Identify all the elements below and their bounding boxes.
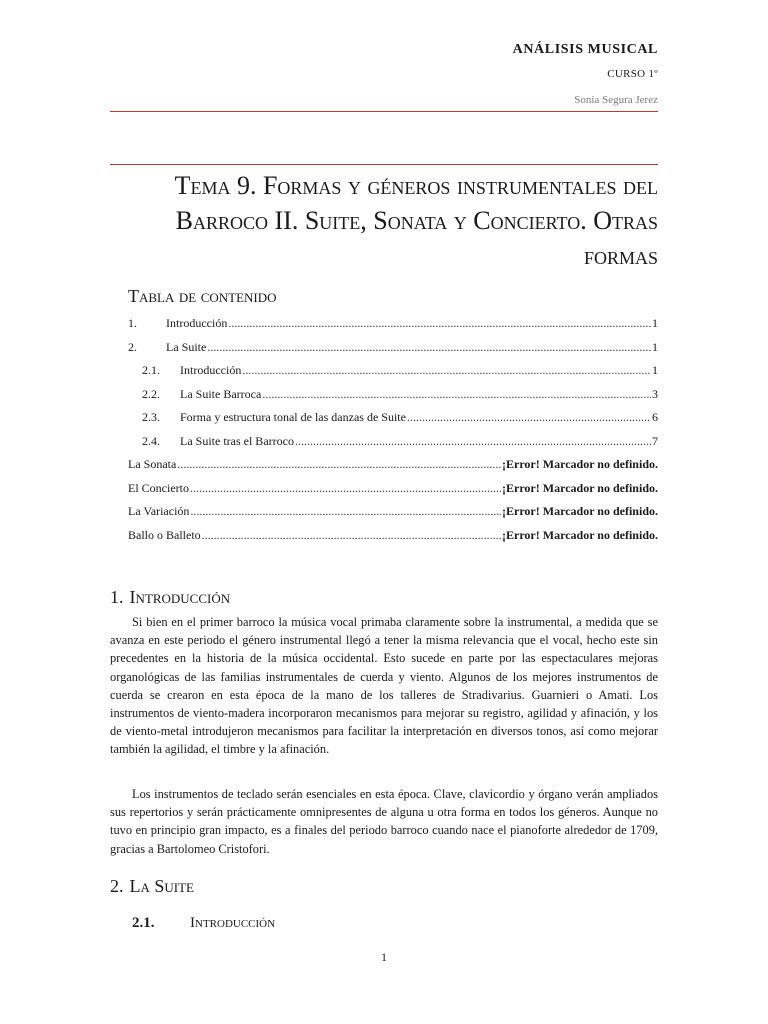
toc-entry[interactable]: [128, 406, 658, 430]
toc-leader-dots: [177, 453, 501, 477]
toc-entry-page: 6: [652, 410, 658, 424]
toc-entry-label: Ballo o Balleto: [128, 527, 201, 542]
toc-entry[interactable]: [128, 430, 658, 454]
toc-leader-dots: [202, 524, 501, 548]
section-title: La Suite: [129, 876, 194, 896]
toc-heading: Tabla de contenido: [128, 286, 277, 306]
toc-entry-label: El Concierto: [128, 480, 189, 495]
toc-entry-label: Introducción: [180, 363, 242, 377]
toc-entry-page: 3: [652, 386, 658, 401]
toc-leader-dots: [407, 406, 651, 430]
header-author: Sonia Segura Jerez: [574, 94, 658, 106]
toc-entry-error: ¡Error! Marcador no definido.: [502, 504, 658, 518]
header-course: CURSO 1º: [607, 68, 658, 80]
toc-entry-label: La Variación: [128, 504, 190, 518]
paragraph: Si bien en el primer barroco la música vocal primaba claramente sobre la instrumental, a medida que se avanza en este periodo el género instrumental llegó a tener la misma relevancia que el vocal, hecho este sin precedentes en la historia de la música occidental. Esto sucede en parte por las espectaculares mejoras organológicas de las familias instrumentales de cuerda y viento. Algunos de los mejores instrumentos de cuerda se crearon en esta época de la mano de los talleres de Stradivarius. Guarnieri o Amati. Los instrumentos de viento-madera incorporaron mecanismos para mejorar su registro, agilidad y afinación, y los de viento-metal introdujeron mecanismos para facilitar la interpretación en diversos tonos, así como mejorar también la agilidad, el timbre y la afinación.: [110, 615, 658, 757]
toc-entry[interactable]: [128, 477, 658, 501]
toc-entry-label: La Suite: [166, 339, 207, 354]
toc-leader-dots: [207, 336, 651, 360]
document-title: Tema 9. Formas y géneros instrumentales del Barroco II. Suite, Sonata y Concierto. Otras formas: [174, 171, 658, 270]
section-number: 1.: [110, 587, 124, 607]
toc-entry-number: 2.2.: [142, 386, 160, 401]
toc-leader-dots: [190, 500, 501, 524]
toc-entry[interactable]: [128, 359, 658, 383]
title-divider: [110, 164, 658, 165]
header-divider: [110, 111, 658, 112]
toc-entry[interactable]: [128, 500, 658, 524]
paragraph: Los instrumentos de teclado serán esenciales en esta época. Clave, clavicordio y órgano verán ampliados sus repertorios y serán prácticamente omnipresentes de alguna u otra forma en todos los géneros. Aunque no tuvo en principio gran impacto, es a finales del periodo barroco cuando nace el pianoforte alrededor de 1709, gracias a Bartolomeo Cristofori.: [110, 787, 658, 856]
toc-entry[interactable]: [128, 453, 658, 477]
toc-entry-error: ¡Error! Marcador no definido.: [502, 457, 658, 471]
section-number: 2.: [110, 876, 124, 896]
toc-entry-label: La Sonata: [128, 457, 177, 471]
toc-entry-number: 2.4.: [142, 433, 160, 448]
toc-entry[interactable]: [128, 312, 658, 336]
toc-entry-number: 1.: [128, 316, 137, 330]
toc-entry-error: ¡Error! Marcador no definido.: [502, 480, 658, 495]
toc-leader-dots: [242, 359, 651, 383]
toc-entry[interactable]: [128, 336, 658, 360]
page-number: 1: [381, 950, 387, 964]
subsection-number: 2.1.: [132, 915, 155, 931]
toc-entry[interactable]: [128, 383, 658, 407]
subsection-heading-introduction: [132, 915, 275, 932]
toc-entry-label: Introducción: [166, 316, 228, 330]
toc-entry-page: 1: [652, 339, 658, 354]
toc-leader-dots: [228, 312, 651, 336]
toc-entry-number: 2.1.: [142, 363, 160, 377]
toc-entry-label: La Suite Barroca: [180, 386, 262, 401]
toc-entry-label: La Suite tras el Barroco: [180, 433, 294, 448]
table-of-contents: [128, 312, 658, 547]
section-title: Introducción: [129, 587, 231, 607]
toc-entry-number: 2.3.: [142, 410, 160, 424]
section-heading-suite: [110, 876, 194, 897]
subsection-title: Introducción: [190, 915, 276, 931]
toc-entry[interactable]: [128, 524, 658, 548]
toc-entry-page: 1: [652, 363, 658, 377]
toc-leader-dots: [295, 430, 651, 454]
toc-leader-dots: [190, 477, 501, 501]
toc-entry-page: 1: [652, 316, 658, 330]
section-heading-introduction: [110, 587, 230, 608]
header-title: ANÁLISIS MUSICAL: [512, 42, 658, 57]
toc-entry-error: ¡Error! Marcador no definido.: [502, 527, 658, 542]
toc-leader-dots: [262, 383, 651, 407]
toc-entry-number: 2.: [128, 339, 137, 354]
toc-entry-label: Forma y estructura tonal de las danzas de Suite: [180, 410, 406, 424]
toc-entry-page: 7: [652, 433, 658, 448]
